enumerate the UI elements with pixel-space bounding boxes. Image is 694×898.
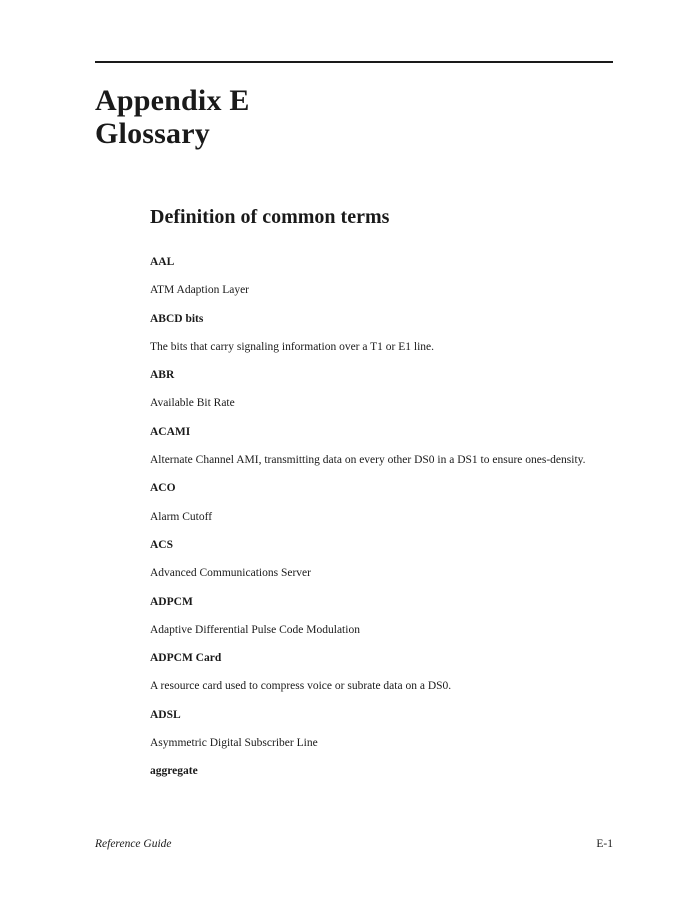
glossary-term: ADPCM Card [150, 652, 222, 665]
glossary-term: aggregate [150, 765, 198, 778]
appendix-title-line1: Appendix E [95, 84, 250, 117]
glossary-definition: Alarm Cutoff [150, 510, 213, 523]
glossary-entry [150, 757, 614, 785]
appendix-title-line2: Glossary [95, 117, 210, 150]
glossary-term: ABR [150, 369, 175, 382]
glossary-definition: ATM Adaption Layer [150, 284, 250, 297]
glossary-entry [150, 588, 614, 645]
glossary-entry [150, 474, 614, 531]
footer-page-number: E-1 [596, 838, 613, 850]
glossary-term: ABCD bits [150, 312, 204, 325]
glossary-definition: Available Bit Rate [150, 397, 235, 410]
glossary-entry [150, 361, 614, 418]
glossary-term: ACO [150, 482, 176, 495]
page-footer [95, 838, 613, 850]
glossary-entry [150, 305, 614, 362]
glossary-definition: Adaptive Differential Pulse Code Modulation [150, 623, 360, 636]
header-rule [95, 61, 613, 63]
glossary-definition: Alternate Channel AMI, transmitting data on every other DS0 in a DS1 to ensure ones-density. [150, 454, 586, 467]
glossary-list [150, 248, 614, 786]
glossary-term: AAL [150, 256, 175, 268]
glossary-entry [150, 701, 614, 758]
footer-doc-title: Reference Guide [95, 838, 172, 850]
appendix-title [95, 84, 250, 150]
glossary-term: ACS [150, 538, 174, 551]
glossary-entry [150, 418, 614, 475]
glossary-entry [150, 644, 614, 701]
glossary-term: ADSL [150, 708, 181, 721]
glossary-definition: A resource card used to compress voice or subrate data on a DS0. [150, 680, 452, 693]
glossary-term: ACAMI [150, 425, 191, 438]
glossary-definition: The bits that carry signaling information over a T1 or E1 line. [150, 340, 435, 353]
glossary-definition: Asymmetric Digital Subscriber Line [150, 737, 318, 750]
section-title: Definition of common terms [150, 206, 390, 228]
glossary-definition: Advanced Communications Server [150, 567, 311, 580]
glossary-entry [150, 248, 614, 305]
glossary-term: ADPCM [150, 595, 193, 608]
glossary-entry [150, 531, 614, 588]
